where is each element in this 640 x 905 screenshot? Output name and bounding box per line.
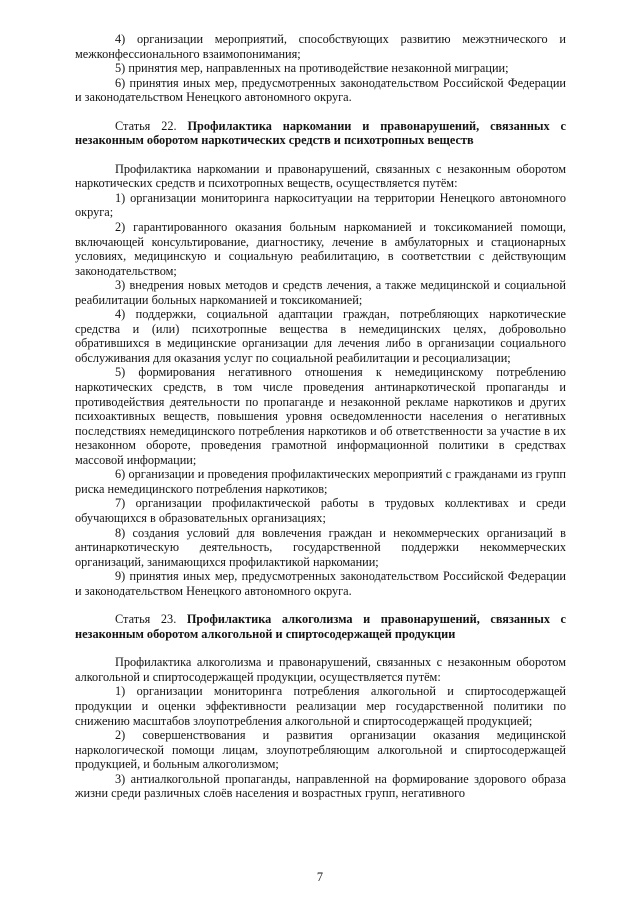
paragraph: Профилактика наркомании и правонарушений, связанных с незаконным оборотом наркотических средств и психотропных веществ, осуществляется путём: (75, 161, 566, 191)
list-item: 4) поддержки, социальной адаптации граждан, потребляющих наркотические средства и (или) психотропные вещества в немедицинских целях, добровольно обратившихся в медицинские организации для лечения либо в организации социального обслуживания для оказания услуг по социальной реабилитации и ресоциализации; (75, 307, 566, 365)
list-item: 6) организации и проведения профилактических мероприятий с гражданами из групп риска немедицинского потребления наркотиков; (75, 467, 566, 496)
list-item: 8) создания условий для вовлечения граждан и некоммерческих организаций в антинаркотическую деятельность, государственной поддержки некоммерческих организаций, занимающихся профилактикой наркомании; (75, 525, 566, 569)
list-item: 4) организации мероприятий, способствующих развитию межэтнического и межконфессионального взаимопонимания; (75, 32, 566, 61)
list-item: 1) организации мониторинга потребления алкогольной и спиртосодержащей продукции и оценки эффективности реализации мер государственной политики по снижению масштабов злоупотребления алкогольной и спиртосодержащей продукцией; (75, 684, 566, 728)
paragraph: Профилактика алкоголизма и правонарушений, связанных с незаконным оборотом алкогольной и спиртосодержащей продукции, осуществляется путём: (75, 655, 566, 684)
list-item: 2) совершенствования и развития организации оказания медицинской наркологической помощи лицам, злоупотребляющим алкогольной и спиртосодержащей продукцией, и больным алкоголизмом; (75, 728, 566, 772)
article-23-heading (75, 612, 566, 641)
list-item: 5) формирования негативного отношения к немедицинскому потреблению наркотических средств, в том числе проведения антинаркотической пропаганды и противодействия деятельности по пропаганде и незаконной рекламе наркотиков и других психоактивных веществ, повышения уровня осведомленности населения о негативных последствиях немедицинского потребления наркотиков и об ответственности за участие в их незаконном обороте, проведения грамотной информационной политики в средствах массовой информации; (75, 365, 566, 467)
list-item: 7) организации профилактической работы в трудовых коллективах и среди обучающихся в образовательных организациях; (75, 496, 566, 525)
document-body (75, 32, 566, 801)
list-item: 9) принятия иных мер, предусмотренных законодательством Российской Федерации и законодательством Ненецкого автономного округа. (75, 569, 566, 598)
article-22-number: Статья 22. (115, 118, 188, 133)
list-item: 2) гарантированного оказания больным наркоманией и токсикоманией помощи, включающей консультирование, диагностику, лечение в амбулаторных и стационарных условиях, медицинскую и социальную реабилитацию, в соответствии с действующим законодательством; (75, 220, 566, 278)
article-22-title: Профилактика наркомании и правонарушений, связанных с незаконным оборотом наркотических средств и психотропных веществ (75, 118, 566, 148)
page-number: 7 (316, 870, 324, 884)
list-item: 6) принятия иных мер, предусмотренных законодательством Российской Федерации и законодательством Ненецкого автономного округа. (75, 75, 566, 105)
list-item: 3) антиалкогольной пропаганды, направленной на формирование здорового образа жизни среди различных слоёв населения и возрастных групп, негативного (75, 771, 566, 801)
article-23-title: Профилактика алкоголизма и правонарушений, связанных с незаконным оборотом алкогольной и спиртосодержащей продукции (75, 612, 566, 641)
list-item: 3) внедрения новых методов и средств лечения, а также медицинской и социальной реабилитации больных наркоманией и токсикоманией; (75, 278, 566, 307)
list-item: 1) организации мониторинга наркоситуации на территории Ненецкого автономного округа; (75, 190, 566, 220)
list-item: 5) принятия мер, направленных на противодействие незаконной миграции; (115, 61, 509, 76)
article-22-heading (75, 119, 566, 148)
article-23-number: Статья 23. (115, 612, 187, 627)
